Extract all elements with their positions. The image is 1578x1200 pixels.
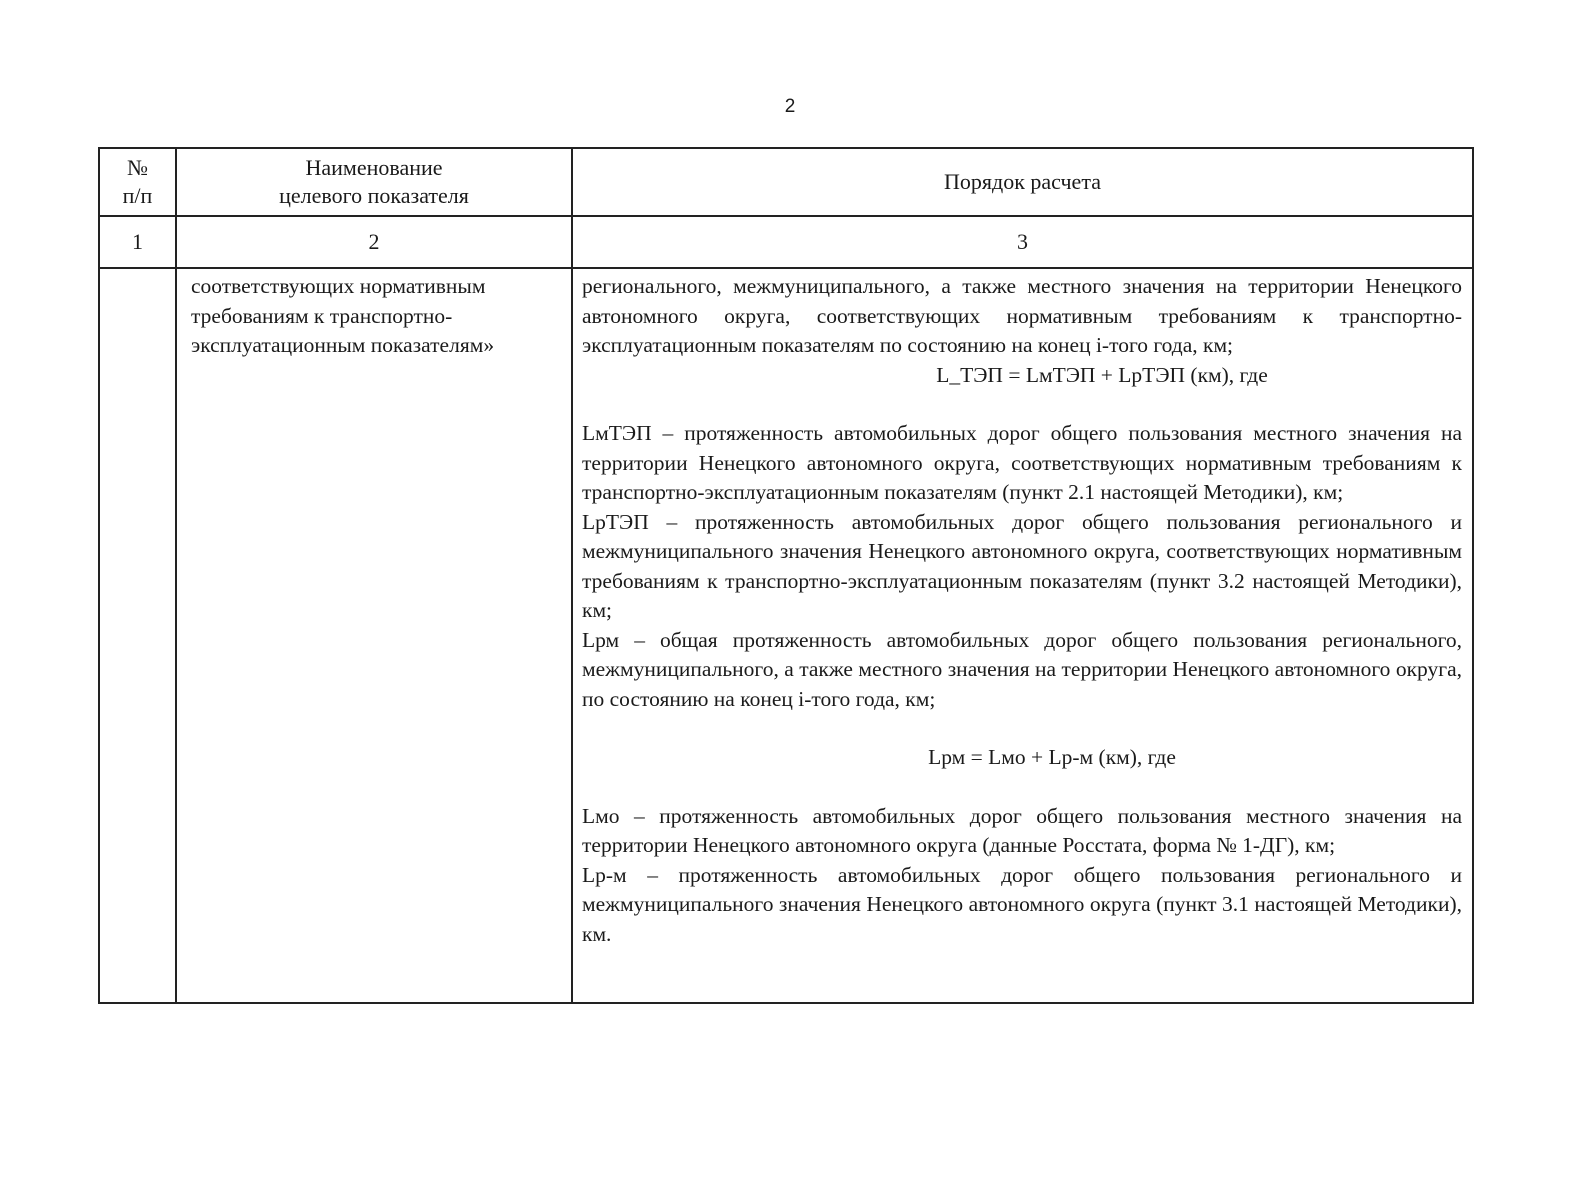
header-name-line1: Наименование [305, 155, 443, 180]
column-number-row [99, 216, 1473, 268]
indicator-name-cell [176, 268, 572, 1003]
definition-lmo: Lмо – протяженность автомобильных дорог общего пользования местного значения на территории Ненецкого автономного округа (данные Росстата, форма № 1-ДГ), км; [582, 803, 1462, 857]
definition-lrm: Lрм – общая протяженность автомобильных дорог общего пользования регионального, межмуниципального, а также местного значения на территории Ненецкого автономного округа, по состоянию на конец i-того года, км; [582, 627, 1462, 711]
header-calc: Порядок расчета [572, 148, 1473, 216]
calculation-cell [572, 268, 1473, 1003]
row-num-cell [99, 268, 176, 1003]
formula-l-tep: L_ТЭП = LмТЭП + LрТЭП (км), где [936, 362, 1268, 387]
definition-lr-m: Lр-м – протяженность автомобильных дорог общего пользования регионального и межмуниципального значения Ненецкого автономного округа (пункт 3.1 настоящей Методики), км. [582, 862, 1462, 946]
definition-lm-tep: LмТЭП – протяженность автомобильных дорог общего пользования местного значения на территории Ненецкого автономного округа, соответствующих нормативным требованиям к транспортно-эксплуатационным показателям (пункт 2.1 настоящей Методики), км; [582, 421, 1462, 504]
header-name [176, 148, 572, 216]
calc-intro: регионального, межмуниципального, а также местного значения на территории Ненецкого автономного округа, соответствующих нормативным требованиям к транспортно-эксплуатационным показателям по состоянию на конец i-того года, км; [582, 274, 1462, 357]
table-row [99, 268, 1473, 1003]
header-num-line1: № [127, 155, 148, 180]
calculation-table [98, 147, 1474, 1004]
column-number-2: 2 [176, 216, 572, 268]
formula-lrm: Lрм = Lмо + Lр-м (км), где [928, 745, 1176, 769]
table-header-row [99, 148, 1473, 216]
column-number-3: 3 [572, 216, 1473, 268]
header-name-line2: целевого показателя [279, 183, 469, 208]
header-num [99, 148, 176, 216]
definition-lr-tep: LрТЭП – протяженность автомобильных дорог общего пользования регионального и межмуниципального значения Ненецкого автономного округа, соответствующих нормативным требованиям к транспортно-эксплуатационным показателям (пункт 3.2 настоящей Методики), км; [582, 509, 1462, 622]
indicator-name-text: соответствующих нормативным требованиям к транспортно-эксплуатационным показателям» [191, 274, 495, 357]
column-number-1: 1 [99, 216, 176, 268]
page-number: 2 [784, 96, 796, 117]
header-num-line2: п/п [122, 183, 153, 208]
